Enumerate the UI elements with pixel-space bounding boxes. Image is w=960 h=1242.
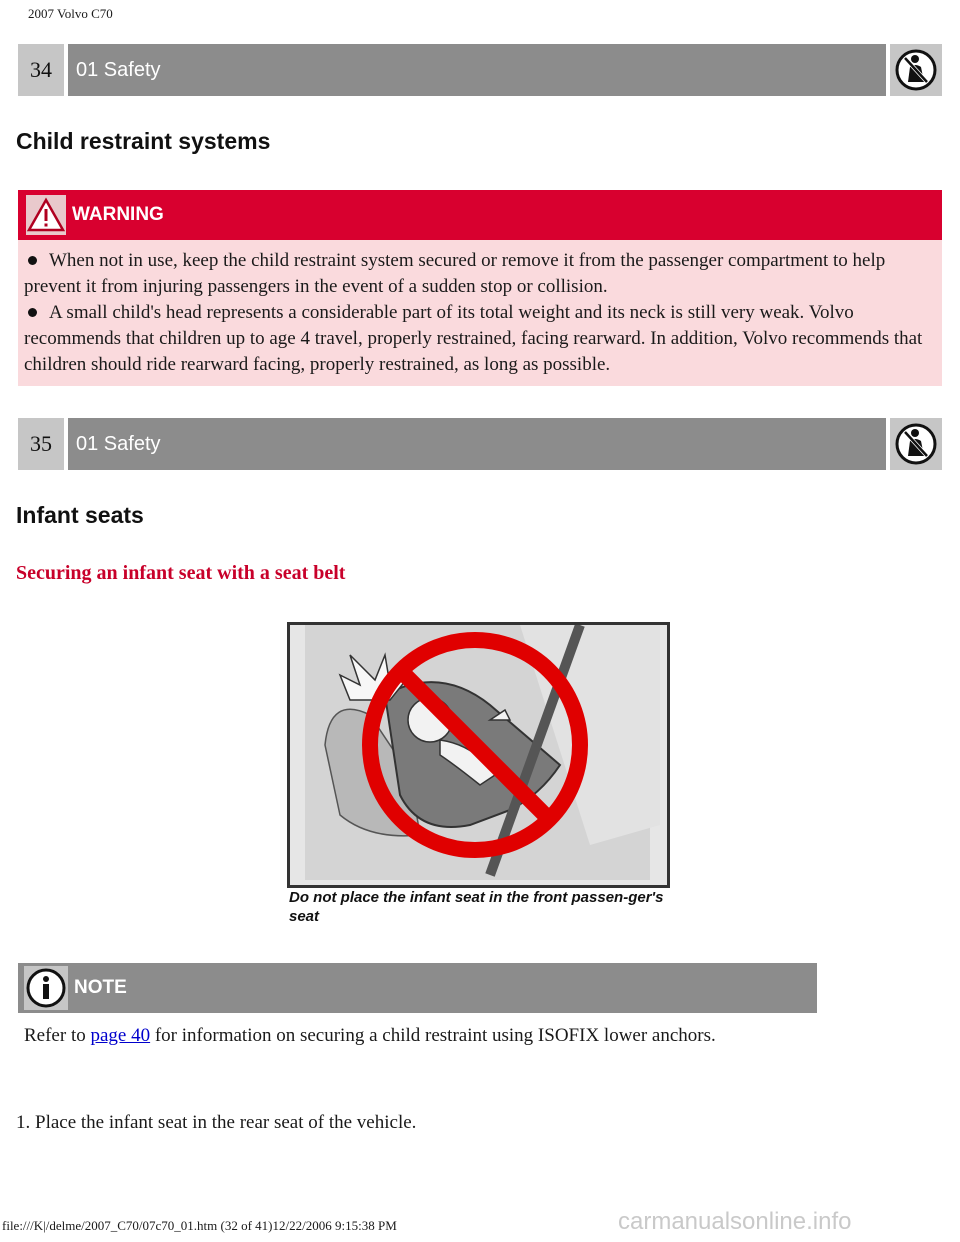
bullet-icon (28, 308, 37, 317)
note-header (18, 963, 817, 1013)
note-body: Refer to page 40 for information on securing a child restraint using ISOFIX lower anchors. (24, 1025, 716, 1046)
infant-seat-prohibited-icon (290, 625, 667, 885)
document-title: 2007 Volvo C70 (28, 6, 113, 21)
warning-label: WARNING (72, 204, 164, 225)
watermark: carmanualsonline.info (618, 1208, 852, 1235)
bullet-icon (28, 256, 37, 265)
warning-body (18, 240, 942, 386)
section-bar-34 (18, 44, 942, 96)
heading-child-restraint: Child restraint systems (16, 128, 271, 154)
section-number: 34 (18, 44, 64, 96)
step-1: 1. Place the infant seat in the rear seat of the vehicle. (16, 1112, 417, 1133)
footer-file-path: file:///K|/delme/2007_C70/07c70_01.htm (32 of 41)12/22/2006 9:15:38 PM (2, 1218, 397, 1233)
seatbelt-warning-icon (890, 44, 942, 96)
section-number: 35 (18, 418, 64, 470)
section-bar-35 (18, 418, 942, 470)
note-label: NOTE (74, 977, 127, 998)
info-icon (24, 966, 68, 1010)
section-title: 01 Safety (68, 44, 886, 96)
warning-box (18, 190, 942, 386)
note-box (18, 963, 817, 1050)
infant-seat-illustration (287, 622, 670, 888)
warning-item: When not in use, keep the child restraint system secured or remove it from the passenger compartment to help prevent it from injuring passengers in the event of a sudden stop or collision. (24, 250, 886, 297)
heading-infant-seats: Infant seats (16, 502, 144, 528)
warning-triangle-icon (26, 195, 66, 235)
warning-header (18, 190, 942, 240)
subheading-securing-infant-seat: Securing an infant seat with a seat belt (16, 562, 346, 584)
seatbelt-warning-icon (890, 418, 942, 470)
section-title: 01 Safety (68, 418, 886, 470)
warning-item: A small child's head represents a considerable part of its total weight and its neck is still very weak. Volvo recommends that children up to age 4 travel, properly restrained, facing rearward. In addition, Volvo recommends that children should ride rearward facing, properly restrained, as long as possible. (24, 302, 923, 375)
figure-caption: Do not place the infant seat in the front passen-ger's seat (289, 889, 664, 925)
page-40-link[interactable]: page 40 (90, 1025, 151, 1046)
